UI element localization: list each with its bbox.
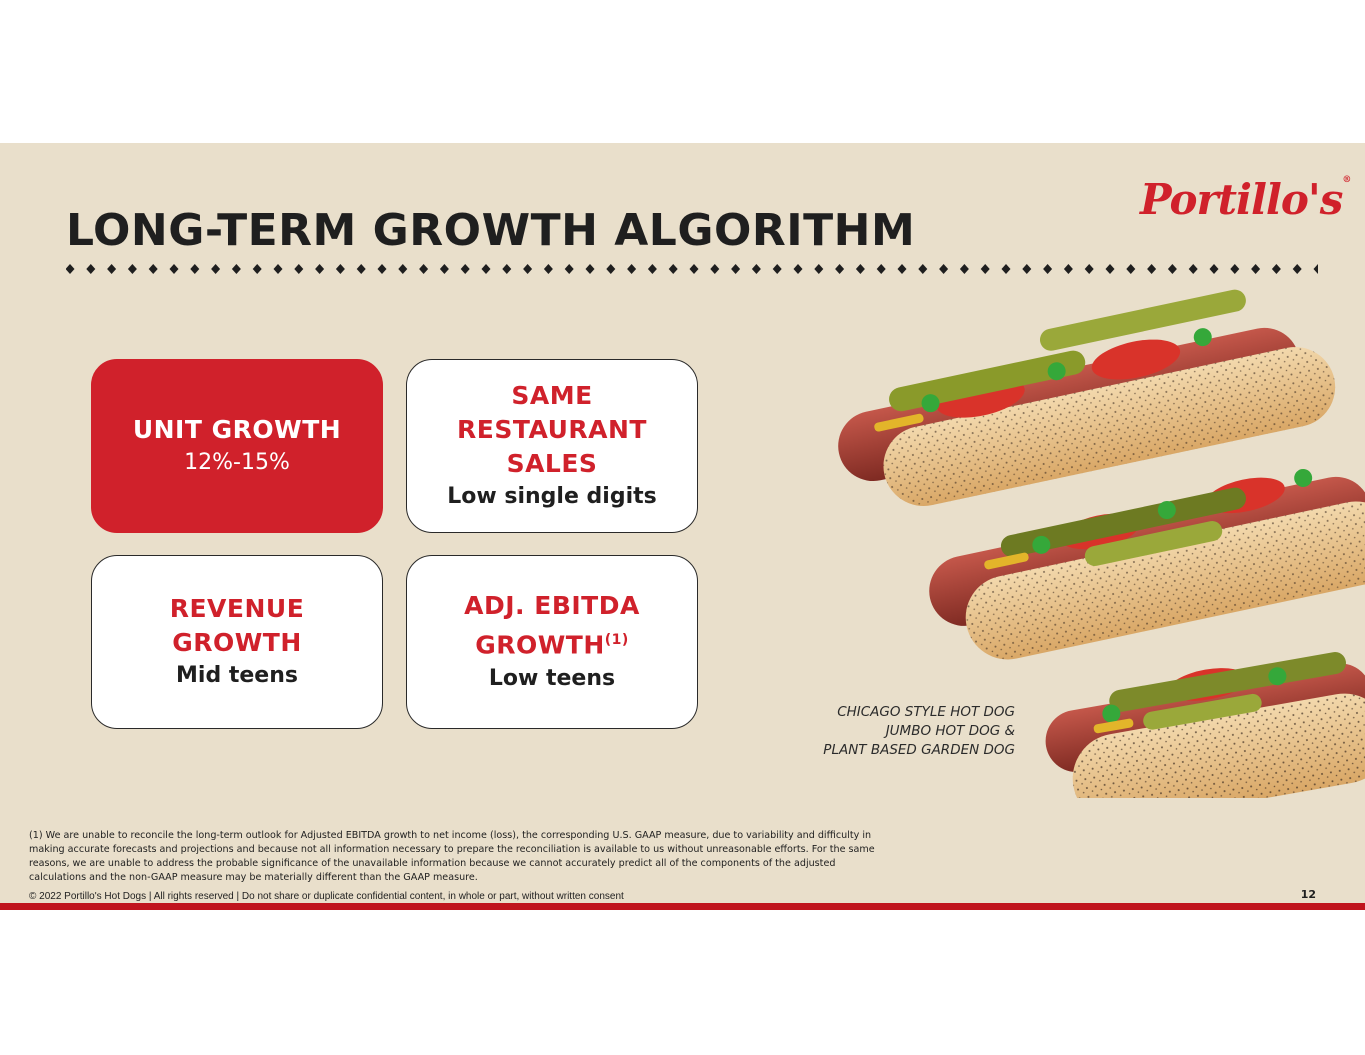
unit-growth-title: UNIT GROWTH [132, 415, 342, 444]
divider-diamond [378, 264, 387, 274]
divider-diamond [814, 264, 823, 274]
divider-diamond [565, 264, 574, 274]
caption-line: JUMBO HOT DOG & [885, 723, 1015, 739]
adj-ebitda-growth-value: Low teens [488, 665, 616, 691]
divider-diamond [918, 264, 927, 274]
adj-ebitda-growth-title-text: ADJ. EBITDA GROWTH [464, 591, 640, 660]
image-caption [823, 703, 1015, 760]
divider-diamond [1002, 264, 1011, 274]
divider-diamond [586, 264, 595, 274]
divider-diamond [648, 264, 657, 274]
divider-diamond [357, 264, 366, 274]
divider-diamond [710, 264, 719, 274]
divider-diamond [482, 264, 491, 274]
same-restaurant-sales-card [406, 359, 698, 533]
divider-diamond [1314, 264, 1319, 274]
divider-diamond [336, 264, 345, 274]
logo-registered-mark: ® [1342, 175, 1351, 185]
divider-diamond [794, 264, 803, 274]
slide [0, 143, 1365, 910]
divider-diamond [419, 264, 428, 274]
divider-diamond [1043, 264, 1052, 274]
bottom-bar [0, 903, 1365, 910]
caption-line: PLANT BASED GARDEN DOG [823, 742, 1015, 758]
divider-diamond [1085, 264, 1094, 274]
divider-diamond [1168, 264, 1177, 274]
divider-diamond [1272, 264, 1281, 274]
copyright-notice: © 2022 Portillo's Hot Dogs | All rights reserved | Do not share or duplicate confidential content, in whole or part, without written consent [29, 891, 624, 902]
caption-line: CHICAGO STYLE HOT DOG [837, 704, 1015, 720]
divider-diamond [128, 264, 137, 274]
divider-diamond [1126, 264, 1135, 274]
revenue-growth-value: Mid teens [176, 663, 298, 688]
divider-diamond [1147, 264, 1156, 274]
divider-diamond [149, 264, 158, 274]
divider-diamond [1251, 264, 1260, 274]
adj-ebitda-growth-card [406, 555, 698, 729]
revenue-growth-title: REVENUE GROWTH [169, 594, 305, 657]
divider-diamond [960, 264, 969, 274]
divider-diamond [544, 264, 553, 274]
divider-diamond [669, 264, 678, 274]
divider-diamond [773, 264, 782, 274]
divider-diamond [1189, 264, 1198, 274]
divider-diamond [627, 264, 636, 274]
divider-diamond [877, 264, 886, 274]
divider-diamond [461, 264, 470, 274]
divider-diamond [86, 264, 95, 274]
adj-ebitda-growth-title [447, 589, 657, 662]
divider-diamond [274, 264, 283, 274]
hot-dog-3 [1038, 640, 1365, 798]
divider-diamond [690, 264, 699, 274]
divider-diamond [939, 264, 948, 274]
divider-diamond [856, 264, 865, 274]
divider-diamond [232, 264, 241, 274]
divider-diamond [981, 264, 990, 274]
divider-diamond [66, 264, 75, 274]
same-restaurant-sales-value: Low single digits [447, 484, 657, 509]
divider-diamond [211, 264, 220, 274]
divider-diamond [190, 264, 199, 274]
divider-diamond [1230, 264, 1239, 274]
divider-diamond [398, 264, 407, 274]
divider-diamond [606, 264, 615, 274]
unit-growth-value: 12%-15% [184, 450, 290, 475]
slide-title: LONG-TERM GROWTH ALGORITHM [66, 205, 916, 256]
divider-diamond [523, 264, 532, 274]
divider-diamond [1064, 264, 1073, 274]
divider-diamond [170, 264, 179, 274]
divider-diamond [253, 264, 262, 274]
unit-growth-card [91, 359, 383, 533]
divider-diamond [1022, 264, 1031, 274]
divider-diamond [835, 264, 844, 274]
logo-text: Portillo's [1140, 175, 1343, 224]
divider-diamond [898, 264, 907, 274]
divider-diamond [315, 264, 324, 274]
footnote: (1) We are unable to reconcile the long-term outlook for Adjusted EBITDA growth to net income (loss), the corresponding U.S. GAAP measure, due to variability and difficulty in making accurate forecasts and projections and because not all information necessary to prepare the reconciliation is available to us without unreasonable efforts. For the same reasons, we are unable to address the probable significance of the unavailable information because we cannot accurately predict all of the components of the adjusted calculations and the non-GAAP measure may be materially different than the GAAP measure. [29, 830, 875, 883]
divider-diamond [440, 264, 449, 274]
divider-diamond [1293, 264, 1302, 274]
divider-diamond [107, 264, 116, 274]
footnote-marker: (1) [604, 632, 629, 649]
divider-diamond [752, 264, 761, 274]
divider-diamond [1106, 264, 1115, 274]
divider-diamond [502, 264, 511, 274]
divider-diamond [731, 264, 740, 274]
page-number: 12 [1300, 888, 1316, 901]
divider-diamond [294, 264, 303, 274]
diamond-divider [66, 262, 1318, 276]
portillos-logo [1140, 175, 1350, 224]
revenue-growth-card [91, 555, 383, 729]
divider-diamond [1210, 264, 1219, 274]
same-restaurant-sales-title: SAME RESTAURANT SALES [457, 381, 647, 478]
